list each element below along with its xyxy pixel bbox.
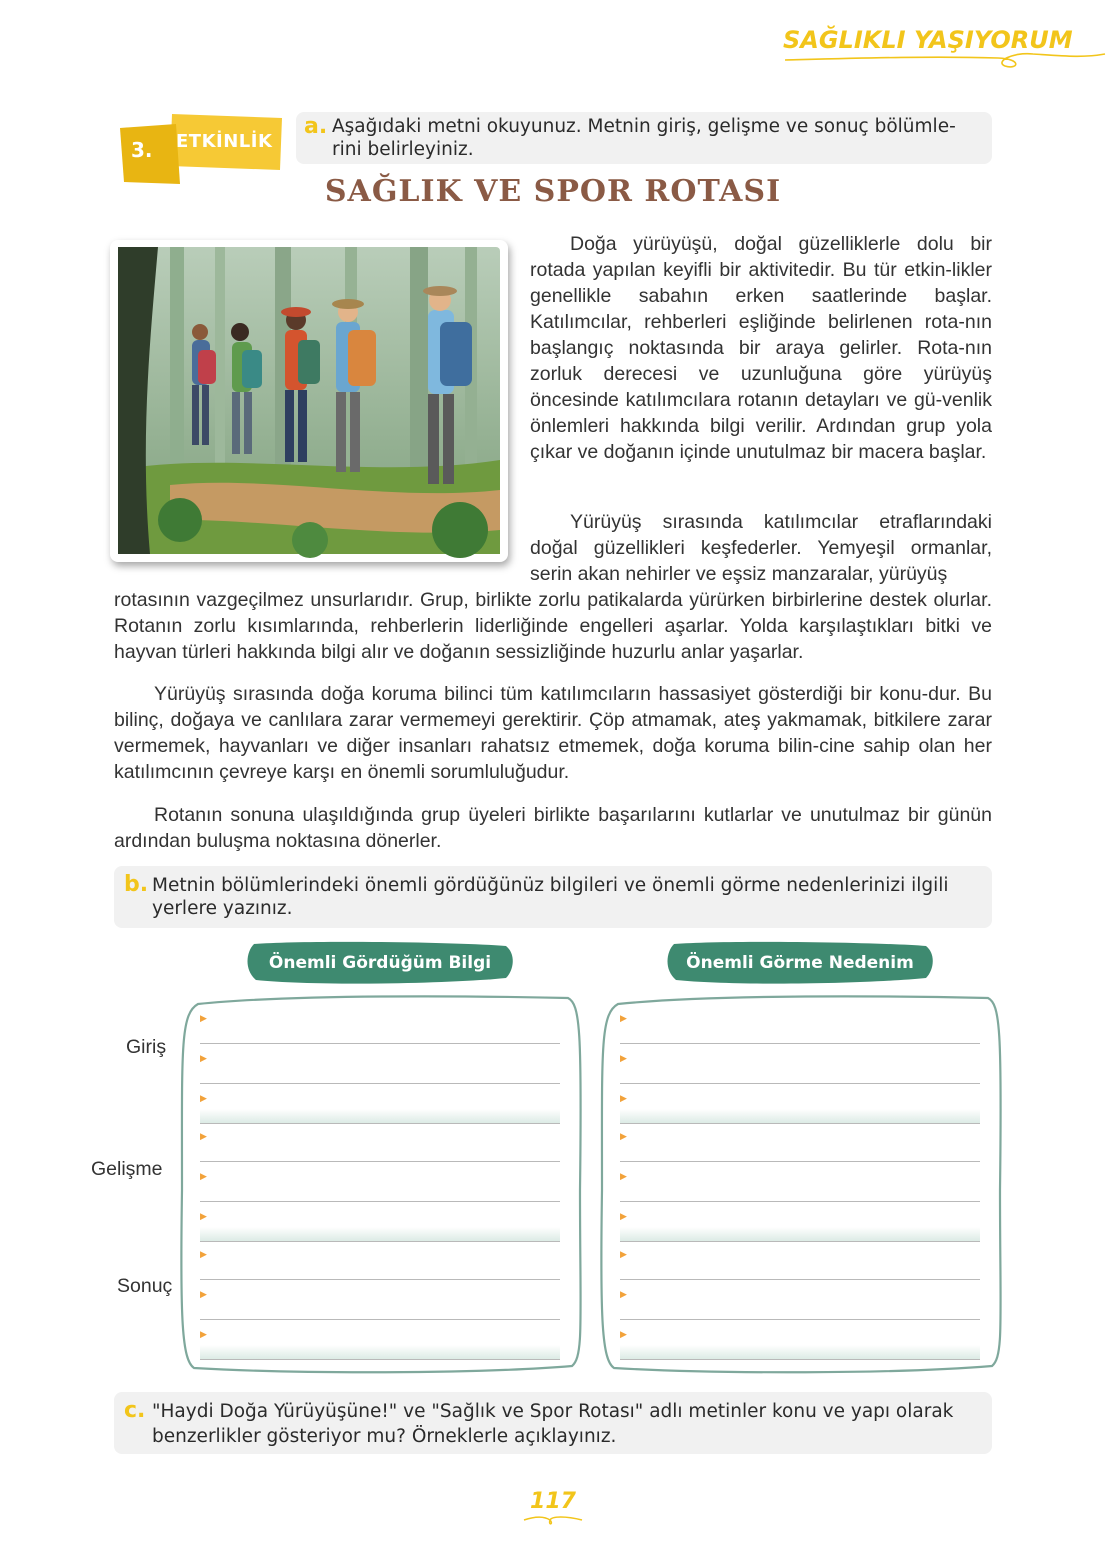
bullet-icon: ▶	[620, 1132, 627, 1142]
bullet-icon: ▶	[620, 1250, 627, 1260]
question-b-text-line2: yerlere yazınız.	[152, 898, 293, 919]
paragraph-4	[114, 802, 992, 854]
paragraph-3	[114, 681, 992, 785]
bullet-icon: ▶	[620, 1330, 627, 1340]
bullet-icon: ▶	[200, 1132, 207, 1142]
right-column-header: Önemli Görme Nedenim	[686, 953, 914, 973]
left-answer-line[interactable]	[200, 1084, 560, 1124]
page-number-swirl	[522, 1512, 584, 1528]
left-answer-line[interactable]	[200, 1280, 560, 1320]
right-answer-line[interactable]	[620, 1240, 980, 1280]
paragraph-2-start-text: Yürüyüş sırasında katılımcılar etraflarındaki doğal güzellikleri keşfederler. Yemyeşil ormanlar, serin akan nehirler ve eşsiz manzaralar, yürüyüş	[530, 511, 992, 585]
bullet-icon: ▶	[200, 1054, 207, 1064]
bullet-icon: ▶	[620, 1054, 627, 1064]
left-answer-line[interactable]	[200, 1122, 560, 1162]
left-answer-line[interactable]	[200, 1044, 560, 1084]
right-answer-line[interactable]	[620, 1122, 980, 1162]
right-answer-line[interactable]	[620, 1202, 980, 1242]
bullet-icon: ▶	[200, 1290, 207, 1300]
row-label-sonuc: Sonuç	[117, 1275, 173, 1297]
bullet-icon: ▶	[620, 1172, 627, 1182]
page-number: 117	[530, 1489, 576, 1514]
left-answer-line[interactable]	[200, 1162, 560, 1202]
paragraph-2-start	[530, 509, 992, 587]
right-answer-line[interactable]	[620, 1162, 980, 1202]
left-column-header: Önemli Gördüğüm Bilgi	[268, 953, 492, 973]
bullet-icon: ▶	[200, 1212, 207, 1222]
bullet-icon: ▶	[200, 1014, 207, 1024]
question-a-text-line2: rini belirleyiniz.	[332, 139, 474, 160]
bullet-icon: ▶	[620, 1212, 627, 1222]
paragraph-1-text: Doğa yürüyüşü, doğal güzelliklerle dolu bir rotada yapılan keyifli bir aktivitedir. Bu tür etkin-likler genellikle sabahın erken saatlerinde başlar. Katılımcılar, rehberleri eşliğinde belirlenen rota-nın başlangıç noktasında bir araya gelirler. Rota-nın zorluk derecesi ve uzunluğuna göre yürüyüş öncesinde katılımcılara rotanın detayları ve gü-venlik önlemleri hakkında bilgi verilir. Ardından grup yola çıkar ve doğanın içinde unutulmaz bir macera başlar.	[530, 233, 992, 463]
bullet-icon: ▶	[200, 1330, 207, 1340]
right-answer-line[interactable]	[620, 1320, 980, 1360]
row-label-gelisme: Gelişme	[91, 1158, 163, 1180]
question-b-letter: b.	[124, 872, 149, 897]
right-answer-line[interactable]	[620, 1044, 980, 1084]
right-answer-line[interactable]	[620, 1280, 980, 1320]
left-answer-line[interactable]	[200, 1202, 560, 1242]
bullet-icon: ▶	[200, 1094, 207, 1104]
right-answer-line[interactable]	[620, 1084, 980, 1124]
bullet-icon: ▶	[620, 1094, 627, 1104]
paragraph-3-text: Yürüyüş sırasında doğa koruma bilinci tüm katılımcıların hassasiyet gösterdiği bir konu-dur. Bu bilinç, doğaya ve canlılara zarar vermemeyi gerektirir. Çöp atmamak, ateş yakmamak, bitkilere zarar vermemek, hayvanları ve diğer insanları rahatsız etmemek, doğa koruma bilin-cine sahip olan her katılımcının çevreye karşı en önemli sorumluluğudur.	[114, 683, 992, 783]
question-a-text: Aşağıdaki metni okuyunuz. Metnin giriş, gelişme ve sonuç bölümle-	[332, 116, 956, 137]
paragraph-2-rest: rotasının vazgeçilmez unsurlarıdır. Grup, birlikte zorlu patikalarda yürürken birbirlerine destek olurlar. Rotanın zorlu kısımlarında, rehberlerin liderliğinde engelleri aşarlar. Yolda karşılaştıkları bitki ve hayvan türleri hakkında bilgi alır ve doğanın sessizliğinde huzurlu anlar yaşarlar.	[114, 589, 992, 663]
question-b-text: Metnin bölümlerindeki önemli gördüğünüz bilgileri ve önemli görme nedenlerinizi ilgili	[152, 875, 949, 896]
activity-number: 3.	[131, 138, 153, 162]
question-c-text: "Haydi Doğa Yürüyüşüne!" ve "Sağlık ve Spor Rotası" adlı metinler konu ve yapı olarak	[152, 1401, 954, 1422]
activity-label: ETKİNLİK	[176, 131, 273, 152]
page-title: SAĞLIK VE SPOR ROTASI	[324, 174, 782, 209]
row-label-giris: Giriş	[126, 1036, 167, 1058]
left-answer-line[interactable]	[200, 1320, 560, 1360]
question-a-letter: a.	[304, 114, 328, 139]
left-answer-line[interactable]	[200, 1004, 560, 1044]
hikers-illustration	[110, 240, 508, 562]
question-c-letter: c.	[124, 1398, 146, 1423]
bullet-icon: ▶	[620, 1290, 627, 1300]
header-swirl-decoration	[783, 46, 1106, 72]
bullet-icon: ▶	[620, 1014, 627, 1024]
bullet-icon: ▶	[200, 1250, 207, 1260]
question-c-text-line2: benzerlikler gösteriyor mu? Örneklerle açıklayınız.	[152, 1426, 617, 1447]
bullet-icon: ▶	[200, 1172, 207, 1182]
paragraph-1	[530, 231, 992, 465]
paragraph-4-text: Rotanın sonuna ulaşıldığında grup üyeleri birlikte başarılarını kutlarlar ve unutulmaz bir günün ardından buluşma noktasına dönerler.	[114, 804, 992, 852]
right-answer-line[interactable]	[620, 1004, 980, 1044]
left-answer-line[interactable]	[200, 1240, 560, 1280]
section-header-title: SAĞLIKLI YAŞIYORUM	[783, 26, 1073, 54]
